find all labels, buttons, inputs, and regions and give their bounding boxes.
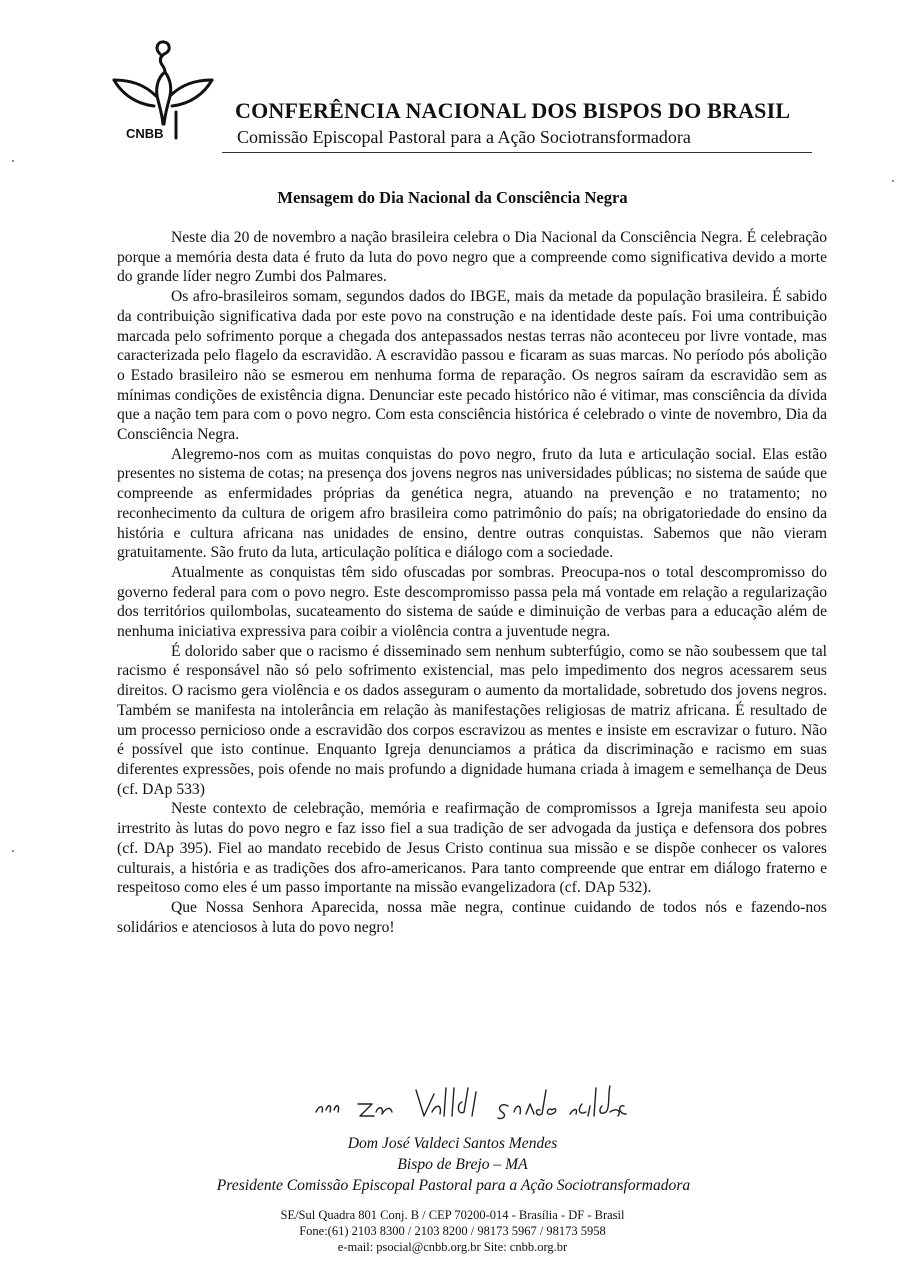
scan-speck — [892, 180, 894, 182]
document-title: Mensagem do Dia Nacional da Consciência Negra — [277, 188, 628, 207]
footer-phones: Fone:(61) 2103 8300 / 2103 8200 / 98173 5967 / 98173 5958 — [299, 1224, 606, 1238]
footer-contact: e-mail: psocial@cnbb.org.br Site: cnbb.org.br — [337, 1240, 568, 1254]
message-body — [117, 228, 827, 937]
footer-address: SE/Sul Quadra 801 Conj. B / CEP 70200-014 - Brasília - DF - Brasil — [280, 1208, 625, 1222]
scan-speck — [12, 850, 14, 852]
signer-role: Bispo de Brejo – MA — [397, 1156, 528, 1173]
paragraph: Atualmente as conquistas têm sido ofuscadas por sombras. Preocupa-nos o total descompromisso do governo federal para com o povo negro. Este descompromisso passa pela má vontade em relação a regularização dos territórios quilombolas, sucateamento do sistema de saúde e diminuição de verbas para a educação além de nenhuma iniciativa expressiva para coibir a violência contra a juventude negra. — [117, 563, 827, 641]
commission-name: Comissão Episcopal Pastoral para a Ação Sociotransformadora — [237, 127, 691, 147]
paragraph: Alegremo-nos com as muitas conquistas do povo negro, fruto da luta e articulação social. Elas estão presentes no sistema de cotas; na presença dos jovens negros nas universidades públicas; no sistema de saúde que compreende as enfermidades próprias da genética negra, atuando na prevenção e no tratamento; no reconhecimento da cultura de origem afro brasileira como patrimônio do país; na obrigatoriedade do ensino da história e cultura africana nas unidades de ensino, dentre outras conquistas. Sabemos que não vieram gratuitamente. São fruto da luta, articulação política e diálogo com a sociedade. — [117, 445, 827, 562]
cnbb-dove-cross-icon — [114, 42, 212, 138]
paragraph: É dolorido saber que o racismo é disseminado sem nenhum subterfúgio, como se não soubessem que tal racismo é responsável não só pelo sofrimento existencial, mas pelo impedimento dos negros acessarem seus direitos. O racismo gera violência e os dados asseguram o aumento da mortalidade, sobretudo dos jovens negros. Também se manifesta na intolerância em relação às manifestações religiosas de matriz africana. É resultado de um processo pernicioso onde a escravidão dos corpos escravizou as mentes e insiste em escravizar o futuro. Não é possível que isto continue. Enquanto Igreja denunciamos a prática da discriminação e racismo em suas diferentes expressões, pois ofende no mais profundo a dignidade humana criada à imagem e semelhança de Deus (cf. DAp 533) — [117, 642, 827, 798]
paragraph: Que Nossa Senhora Aparecida, nossa mãe negra, continue cuidando de todos nós e fazendo-nos solidários e atenciosos à luta do povo negro! — [117, 898, 827, 936]
header-divider — [222, 152, 812, 153]
footer — [0, 1207, 905, 1255]
handwritten-signature — [312, 1082, 632, 1126]
paragraph: Neste dia 20 de novembro a nação brasileira celebra o Dia Nacional da Consciência Negra. É celebração porque a memória desta data é fruto da luta do povo negro que a compreende como significativa devido a morte do grande líder negro Zumbi dos Palmares. — [117, 229, 827, 286]
organization-name: CONFERÊNCIA NACIONAL DOS BISPOS DO BRASIL — [235, 98, 791, 123]
signature-block — [0, 1133, 905, 1196]
paragraph: Os afro-brasileiros somam, segundos dados do IBGE, mais da metade da população brasileira. É sabido da contribuição significativa dada por este povo na construção e na identidade deste país. Foi uma contribuição marcada pelo sofrimento porque a chegada dos antepassados nestas terras não aconteceu por livre vontade, mas caracterizada pelo flagelo da escravidão. A escravidão passou e ficaram as suas marcas. No período pós abolição o Estado brasileiro não se esmerou em nenhuma forma de reparação. Os negros saíram da escravidão sem as mínimas condições de existência digna. Denunciar este pecado histórico não é vitimar, mas consciência da dívida que a nação tem para com o povo negro. Com esta consciência histórica é celebrado o vinte de novembro, Dia da Consciência Negra. — [117, 288, 827, 444]
cnbb-logo-text: CNBB — [126, 126, 164, 141]
signer-name: Dom José Valdeci Santos Mendes — [347, 1135, 558, 1152]
scan-speck — [12, 160, 14, 162]
cnbb-logo — [108, 38, 218, 142]
signer-position: Presidente Comissão Episcopal Pastoral para a Ação Sociotransformadora — [216, 1177, 691, 1194]
paragraph: Neste contexto de celebração, memória e reafirmação de compromissos a Igreja manifesta seu apoio irrestrito às lutas do povo negro e faz isso fiel a sua tradição de ser advogada da justiça e defensora dos pobres (cf. DAp 395). Fiel ao mandato recebido de Jesus Cristo continua sua missão e se dispõe conhecer os valores culturais, a história e as tradições dos afro-americanos. Para tanto compreende que entrar em diálogo fraterno e respeitoso como eles é um passo importante na missão evangelizadora (cf. DAp 532). — [117, 800, 827, 897]
